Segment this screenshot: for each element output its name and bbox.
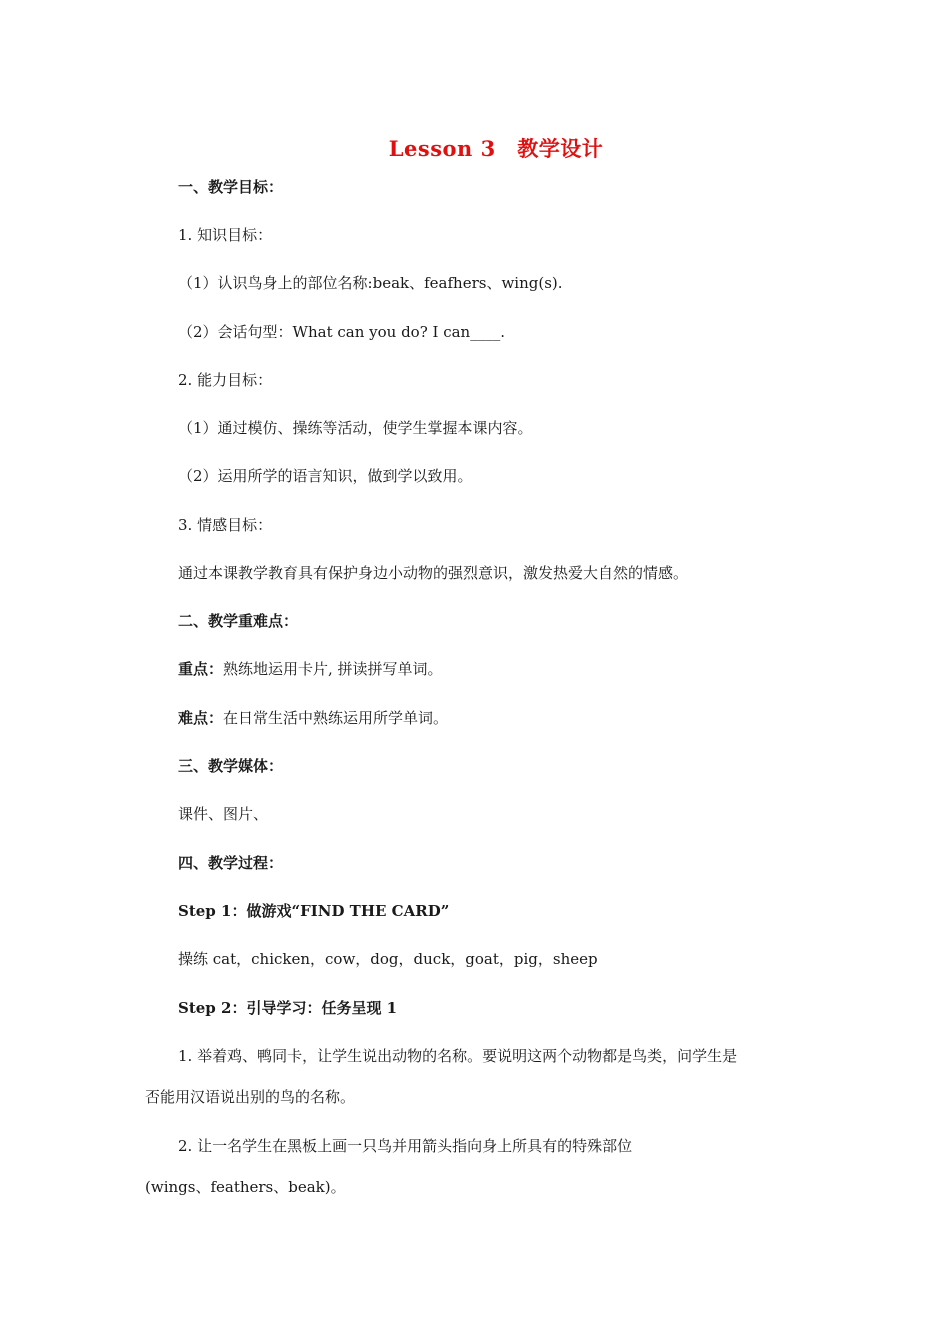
difficult-point-text: 在日常生活中熟练运用所学单词。 [223,709,449,727]
section-heading-process: 四、教学过程： [178,854,284,872]
ability-objective-1: （1）通过模仿、操练等活动，使学生掌握本课内容。 [178,419,533,437]
ability-objective-heading: 2. 能力目标： [178,371,273,389]
key-point-text: 熟练地运用卡片, 拼读拼写单词。 [223,660,443,678]
key-point-label: 重点： [178,660,224,678]
knowledge-objective-heading: 1. 知识目标： [178,226,273,244]
step-2-heading: Step 2：引导学习：任务呈现 1 [178,999,398,1017]
difficult-point [178,707,448,729]
key-point [178,658,443,680]
difficult-point-label: 难点： [178,709,224,727]
paragraph-1-line-1: 1. 举着鸡、鸭同卡，让学生说出动物的名称。要说明这两个动物都是鸟类，问学生是 [178,1047,738,1065]
paragraph-2-line-1: 2. 让一名学生在黑板上画一只鸟并用箭头指向身上所具有的特殊部位 [178,1137,633,1155]
emotion-objective-heading: 3. 情感目标： [178,516,273,534]
section-heading-key-points: 二、教学重难点： [178,612,299,630]
paragraph-2-line-2: (wings、feathers、beak)。 [145,1178,346,1196]
emotion-objective-text: 通过本课教学教育具有保护身边小动物的强烈意识，激发热爱大自然的情感。 [178,564,689,582]
step-1-text: 操练 cat，chicken，cow，dog，duck，goat，pig，sheep [178,950,598,968]
knowledge-objective-1: （1）认识鸟身上的部位名称:beak、feafhers、wing(s). [178,274,563,292]
section-heading-media: 三、教学媒体： [178,757,284,775]
ability-objective-2: （2）运用所学的语言知识，做到学以致用。 [178,467,473,485]
paragraph-1-line-2: 否能用汉语说出别的鸟的名称。 [145,1088,356,1106]
section-heading-objectives: 一、教学目标： [178,178,284,196]
knowledge-objective-2: （2）会话句型：What can you do? I can____. [178,323,505,341]
document-title: Lesson 3 教学设计 [388,136,604,161]
step-1-heading: Step 1：做游戏“FIND THE CARD” [178,902,450,920]
media-text: 课件、图片、 [178,805,269,823]
